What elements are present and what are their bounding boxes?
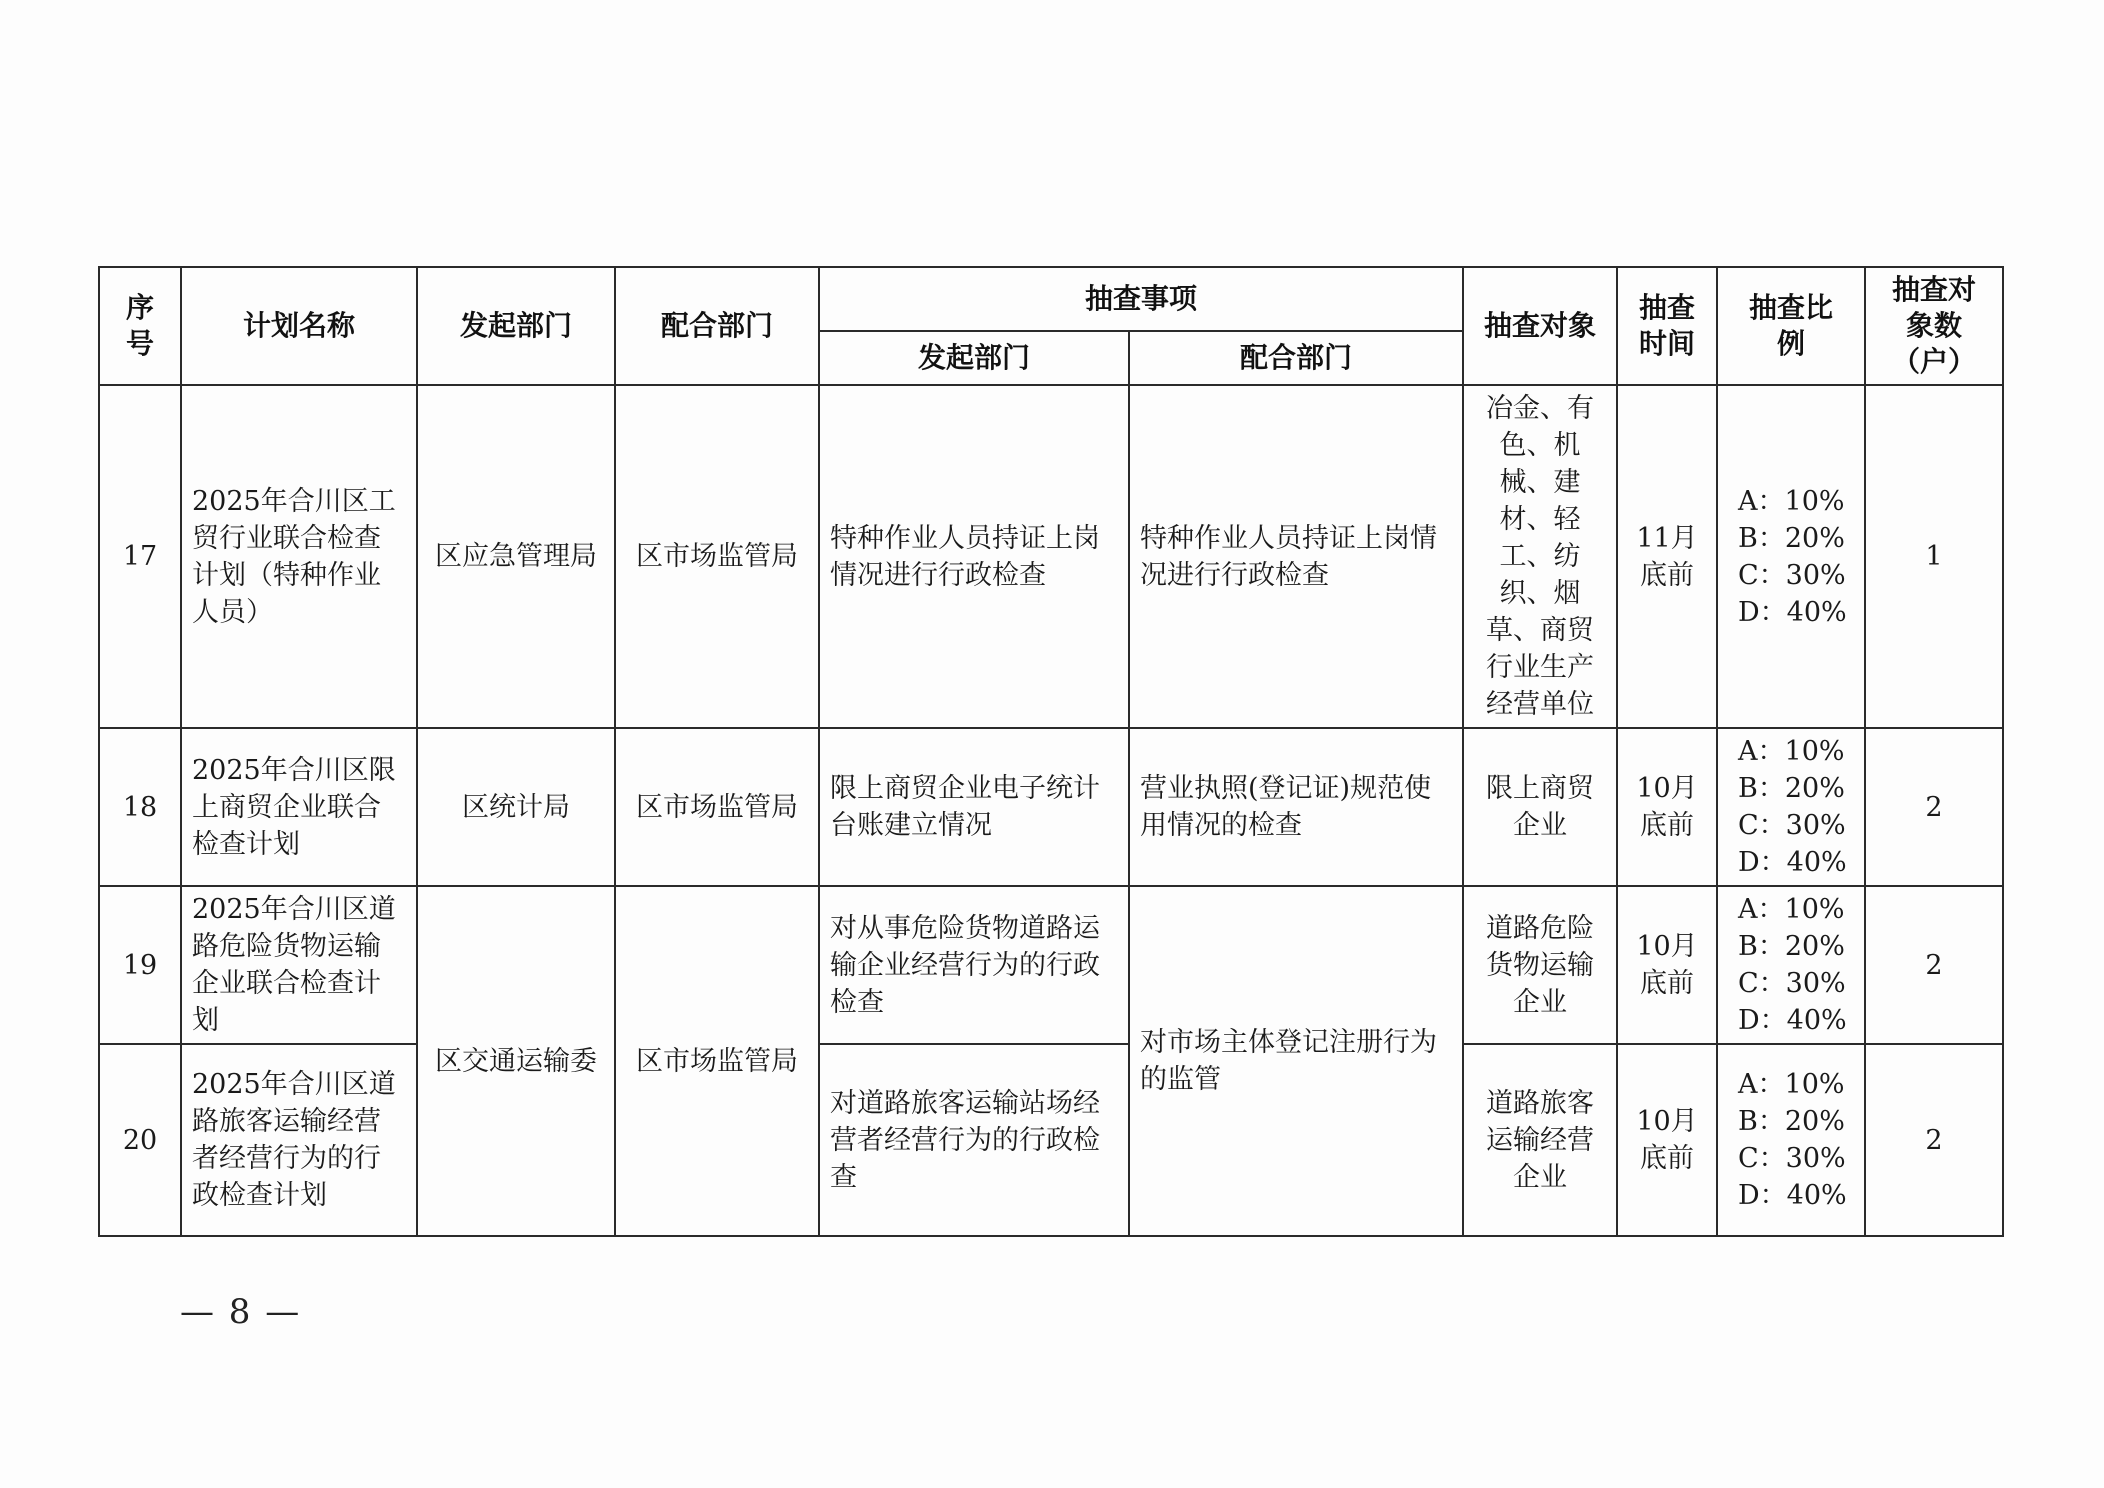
row-seq: 19 (99, 886, 181, 1044)
ratio-c: C：30% (1738, 968, 1846, 999)
row-initiator: 区统计局 (417, 728, 615, 886)
header-count: 抽查对象数（户） (1865, 267, 2003, 385)
row-time: 11月底前 (1617, 385, 1717, 728)
ratio-d: D：40% (1738, 596, 1847, 628)
row-plan-name: 2025年合川区工贸行业联合检查计划（特种作业人员） (181, 385, 417, 728)
row-items-initiator: 对道路旅客运输站场经营者经营行为的行政检查 (819, 1044, 1129, 1236)
row-initiator: 区应急管理局 (417, 385, 615, 728)
row-count: 2 (1865, 728, 2003, 886)
ratio-d: D：40% (1738, 1005, 1847, 1036)
row-cooperator: 区市场监管局 (615, 886, 819, 1236)
row-seq: 17 (99, 385, 181, 728)
ratio-d: D：40% (1738, 1180, 1847, 1211)
ratio-a: A：10% (1738, 894, 1845, 925)
ratio-c: C：30% (1738, 559, 1846, 591)
ratio-b: B：20% (1738, 1106, 1845, 1137)
header-cooperator: 配合部门 (615, 267, 819, 385)
row-time: 10月底前 (1617, 728, 1717, 886)
row-time: 10月底前 (1617, 1044, 1717, 1236)
row-ratio (1717, 886, 1865, 1044)
row-cooperator: 区市场监管局 (615, 728, 819, 886)
header-items-cooperator: 配合部门 (1129, 331, 1463, 385)
ratio-a: A：10% (1738, 485, 1845, 517)
row-items-cooperator: 营业执照(登记证)规范使用情况的检查 (1129, 728, 1463, 886)
table-row (99, 886, 2003, 1044)
ratio-a: A：10% (1738, 1069, 1845, 1100)
ratio-b: B：20% (1738, 931, 1845, 962)
row-items-initiator: 特种作业人员持证上岗情况进行行政检查 (819, 385, 1129, 728)
header-check-items: 抽查事项 (819, 267, 1463, 331)
table-row (99, 385, 2003, 728)
row-seq: 18 (99, 728, 181, 886)
row-count: 1 (1865, 385, 2003, 728)
header-plan-name: 计划名称 (181, 267, 417, 385)
header-target: 抽查对象 (1463, 267, 1617, 385)
row-items-initiator: 对从事危险货物道路运输企业经营行为的行政检查 (819, 886, 1129, 1044)
page-number: — 8 — (180, 1292, 302, 1332)
row-items-initiator: 限上商贸企业电子统计台账建立情况 (819, 728, 1129, 886)
row-plan-name: 2025年合川区道路旅客运输经营者经营行为的行政检查计划 (181, 1044, 417, 1236)
header-ratio: 抽查比例 (1717, 267, 1865, 385)
table-row (99, 1044, 2003, 1236)
row-target: 冶金、有色、机械、建材、轻工、纺织、烟草、商贸行业生产经营单位 (1463, 385, 1617, 728)
header-initiator: 发起部门 (417, 267, 615, 385)
row-count: 2 (1865, 1044, 2003, 1236)
row-initiator: 区交通运输委 (417, 886, 615, 1236)
spot-check-plan-table (98, 266, 2004, 1237)
row-ratio (1717, 1044, 1865, 1236)
row-count: 2 (1865, 886, 2003, 1044)
ratio-c: C：30% (1738, 810, 1846, 841)
row-items-cooperator: 特种作业人员持证上岗情况进行行政检查 (1129, 385, 1463, 728)
ratio-c: C：30% (1738, 1143, 1846, 1174)
row-items-cooperator: 对市场主体登记注册行为的监管 (1129, 886, 1463, 1236)
row-plan-name: 2025年合川区限上商贸企业联合检查计划 (181, 728, 417, 886)
row-seq: 20 (99, 1044, 181, 1236)
row-cooperator: 区市场监管局 (615, 385, 819, 728)
row-target: 道路旅客运输经营企业 (1463, 1044, 1617, 1236)
header-time: 抽查时间 (1617, 267, 1717, 385)
header-items-initiator: 发起部门 (819, 331, 1129, 385)
row-plan-name: 2025年合川区道路危险货物运输企业联合检查计划 (181, 886, 417, 1044)
row-target: 限上商贸企业 (1463, 728, 1617, 886)
ratio-a: A：10% (1738, 736, 1845, 767)
ratio-d: D：40% (1738, 847, 1847, 878)
header-seq: 序号 (99, 267, 181, 385)
ratio-b: B：20% (1738, 773, 1845, 804)
row-ratio (1717, 385, 1865, 728)
row-time: 10月底前 (1617, 886, 1717, 1044)
row-target: 道路危险货物运输企业 (1463, 886, 1617, 1044)
table-row (99, 728, 2003, 886)
ratio-b: B：20% (1738, 522, 1845, 554)
row-ratio (1717, 728, 1865, 886)
